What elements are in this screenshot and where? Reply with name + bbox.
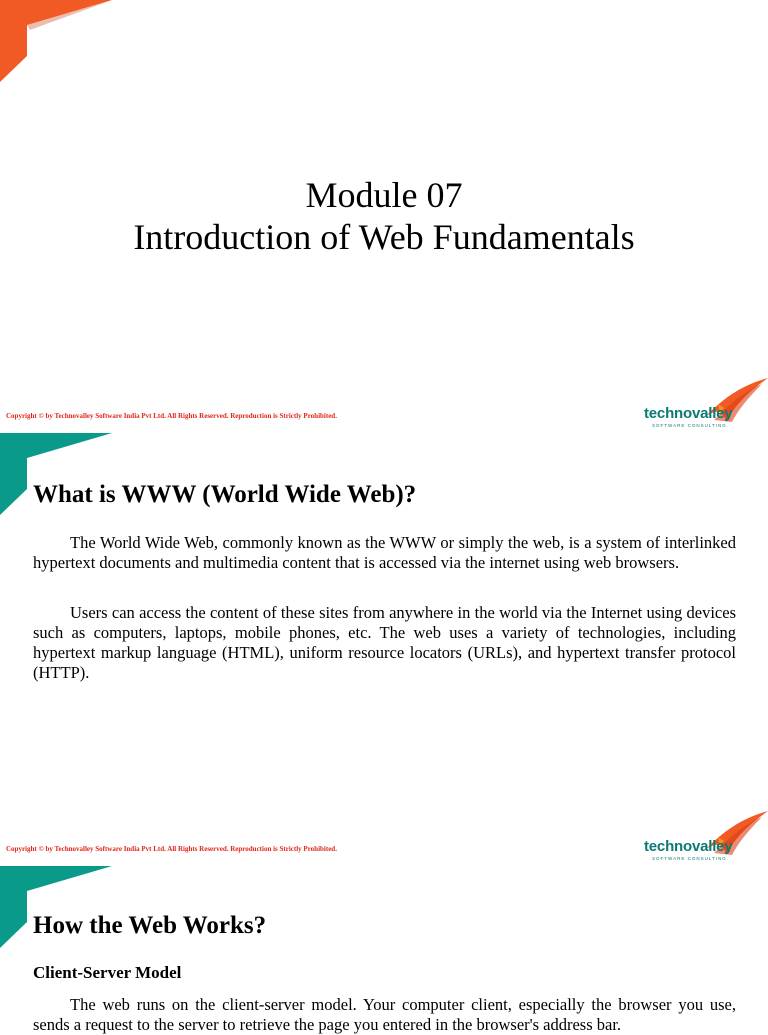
slide-heading: What is WWW (World Wide Web)? [33,481,417,508]
logo-wordmark: technovalley [644,838,733,855]
slide-heading: How the Web Works? [33,912,267,939]
slide-www [0,433,768,866]
paragraph-2: Users can access the content of these sites from anywhere in the world via the Internet using devices such as computers, laptops, mobile phones, etc. The web uses a variety of technologies, including hypertext markup language (HTML), uniform resource locators (URLs), and hypertext transfer protocol (HTTP). [33,603,736,682]
copyright-notice: Copyright © by Technovalley Software India Pvt Ltd. All Rights Reserved. Reproduction is Strictly Prohibited. [6,845,337,853]
logo-wordmark: technovalley [644,405,733,422]
technovalley-logo [642,811,768,865]
paragraph-1: The web runs on the client-server model. Your computer client, especially the browser you use, sends a request to the server to retrieve the page you entered in the browser's address bar. [33,995,736,1034]
module-title: Introduction of Web Fundamentals [133,217,635,257]
paragraph-1: The World Wide Web, commonly known as the WWW or simply the web, is a system of interlinked hypertext documents and multimedia content that is accessed via the internet using web browsers. [33,533,736,572]
slide-how-web-works [0,866,768,1034]
logo-tagline: SOFTWARE CONSULTING [652,423,727,428]
subheading: Client-Server Model [33,963,182,982]
logo-tagline: SOFTWARE CONSULTING [652,856,727,861]
slide-title [0,0,768,433]
module-number: Module 07 [305,175,463,215]
copyright-notice: Copyright © by Technovalley Software India Pvt Ltd. All Rights Reserved. Reproduction is Strictly Prohibited. [6,412,337,420]
technovalley-logo [642,378,768,432]
corner-accent-orange [0,0,112,82]
